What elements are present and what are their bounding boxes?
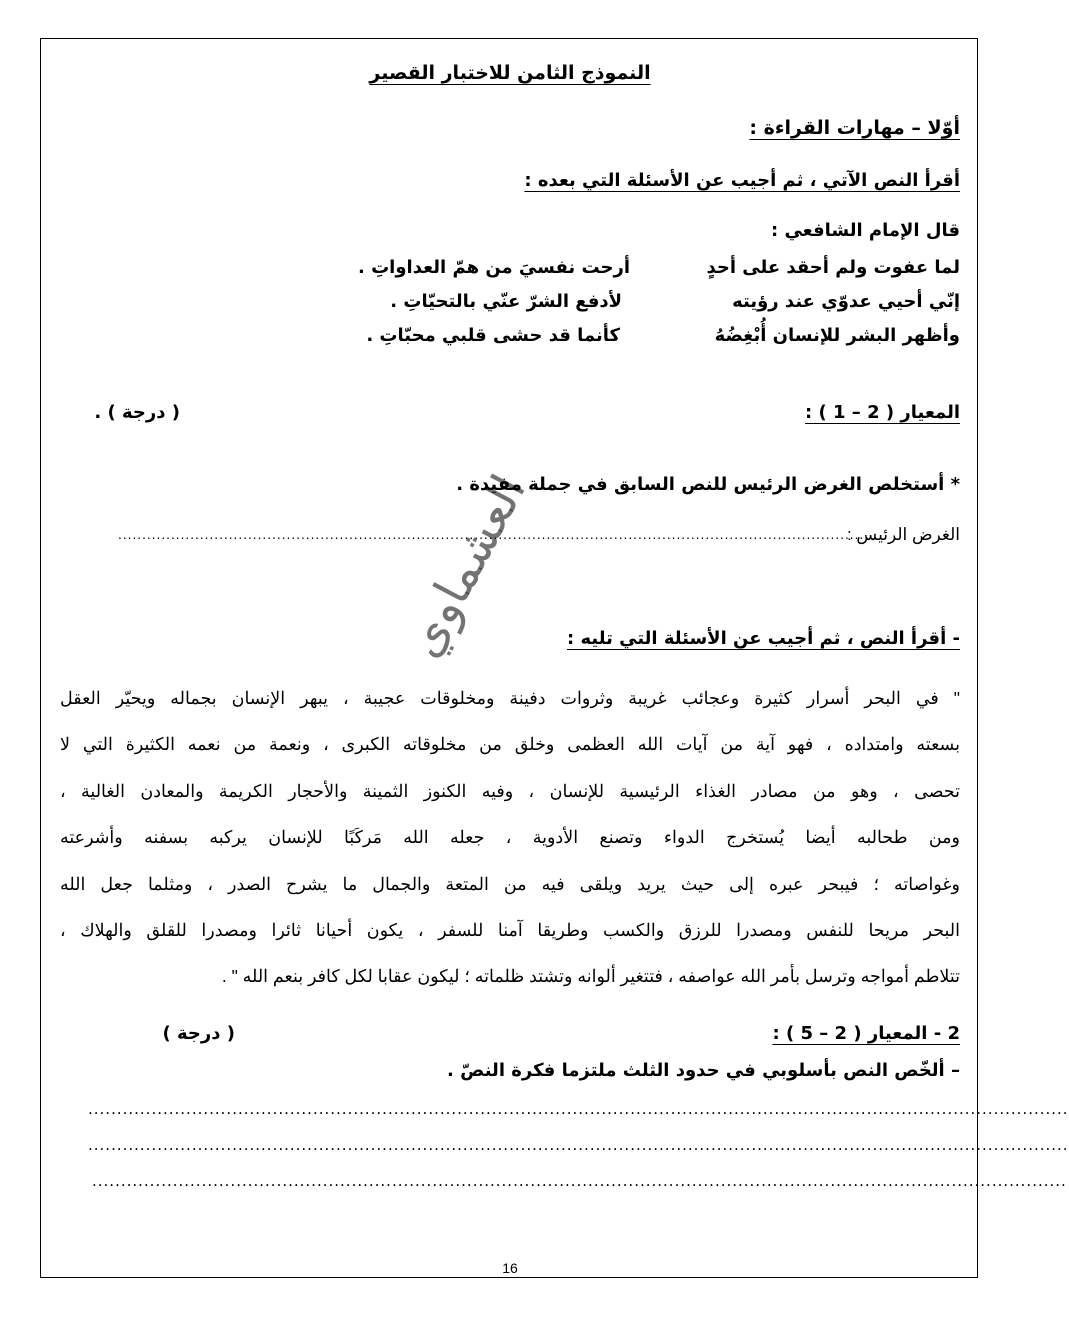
page-number: 16 <box>502 1260 518 1276</box>
section-heading-reading-skills: أوّلا – مهارات القراءة : <box>749 117 960 139</box>
poem-verse-2-right: إنّي أحيي عدوّي عند رؤيته <box>732 291 960 312</box>
summary-answer-line-2[interactable]: .......................................................................................................................................................................... <box>88 1136 1069 1154</box>
passage-line-3: تحصى ، وهو من مصادر الغذاء الرئيسية للإنسان ، وفيه الكنوز الثمينة والأحجار الكريمة والمعادن الغالية ، <box>60 781 960 801</box>
summary-answer-line-3[interactable]: ......................................................................................................................................................................... <box>92 1172 1067 1190</box>
criterion-1-grade: ( درجة ) . <box>94 402 180 423</box>
criterion-2-question: – ألخّص النص بأسلوبي في حدود الثلث ملتزما فكرة النصّ . <box>447 1060 960 1081</box>
reading-instruction: أقرأ النص الآتي ، ثم أجيب عن الأسئلة التي بعده : <box>524 170 960 191</box>
criterion-2-grade: ( درجة ) <box>162 1023 235 1044</box>
passage-line-5: وغواصاته ؛ فيبحر عبره إلى حيث يريد ويلقى فيه من المتعة والجمال ما يشرح الصدر ، ومثلما جعل الله <box>60 874 960 894</box>
poem-verse-1-left: أرحت نفسيَ من همّ العداواتِ . <box>357 257 630 278</box>
main-purpose-answer-line[interactable]: ............................................................................................................................................................ <box>118 528 870 542</box>
passage-line-4: ومن طحالبه أيضا يُستخرج الدواء وتصنع الأدوية ، جعله الله مَركَبًا للإنسان يركبه بسفنه وأشرعته <box>60 827 960 847</box>
passage-line-6: البحر مريحا للنفس ومصدرا للرزق والكسب وطريقا آمنا للسفر ، يكون أحيانا ثائرا ومصدرا للقلق والهلاك ، <box>60 920 960 940</box>
poem-verse-3-left: كأنما قد حشى قلبي محبّاتِ . <box>366 325 620 346</box>
author-watermark: العشماوي <box>395 466 537 667</box>
poem-verse-1-right: لما عفوت ولم أحقد على أحدٍ <box>706 257 960 278</box>
criterion-1-label: المعيار ( 2 – 1 ) : <box>805 402 960 423</box>
poem-verse-2-left: لأدفع الشرّ عنّي بالتحيّاتِ . <box>390 291 622 312</box>
criterion-1-question: * أستخلص الغرض الرئيس للنص السابق في جملة مفيدة . <box>456 474 960 495</box>
passage-instruction: - أقرأ النص ، ثم أجيب عن الأسئلة التي تليه : <box>567 628 960 649</box>
passage-line-7: تتلاطم أمواجه وترسل بأمر الله عواصفه ، فتتغير ألوانه وتشتد ظلماته ؛ ليكون عقابا لكل كافر بنعم الله " . <box>221 966 960 986</box>
passage-line-1: " في البحر أسرار كثيرة وعجائب غريبة وثروات دفينة ومخلوقات عجيبة ، يبهر الإنسان بجماله ويحيّر العقل <box>60 688 960 708</box>
poem-intro: قال الإمام الشافعي : <box>771 220 960 241</box>
poem-verse-3-right: وأظهر البشر للإنسان أُبْغِضُهُ <box>714 325 960 346</box>
summary-answer-line-1[interactable]: .......................................................................................................................................................................... <box>88 1100 1069 1118</box>
criterion-2-label: 2 - المعيار ( 2 – 5 ) : <box>772 1023 960 1044</box>
passage-line-2: بسعته وامتداده ، فهو آية من آيات الله العظمى وخلق من مخلوقاته الكبرى ، ونعمة من نعمه الكثيرة التي لا <box>60 734 960 754</box>
main-purpose-label: الغرض الرئيس : <box>846 525 960 544</box>
page-title: النموذج الثامن للاختبار القصير <box>369 62 651 84</box>
